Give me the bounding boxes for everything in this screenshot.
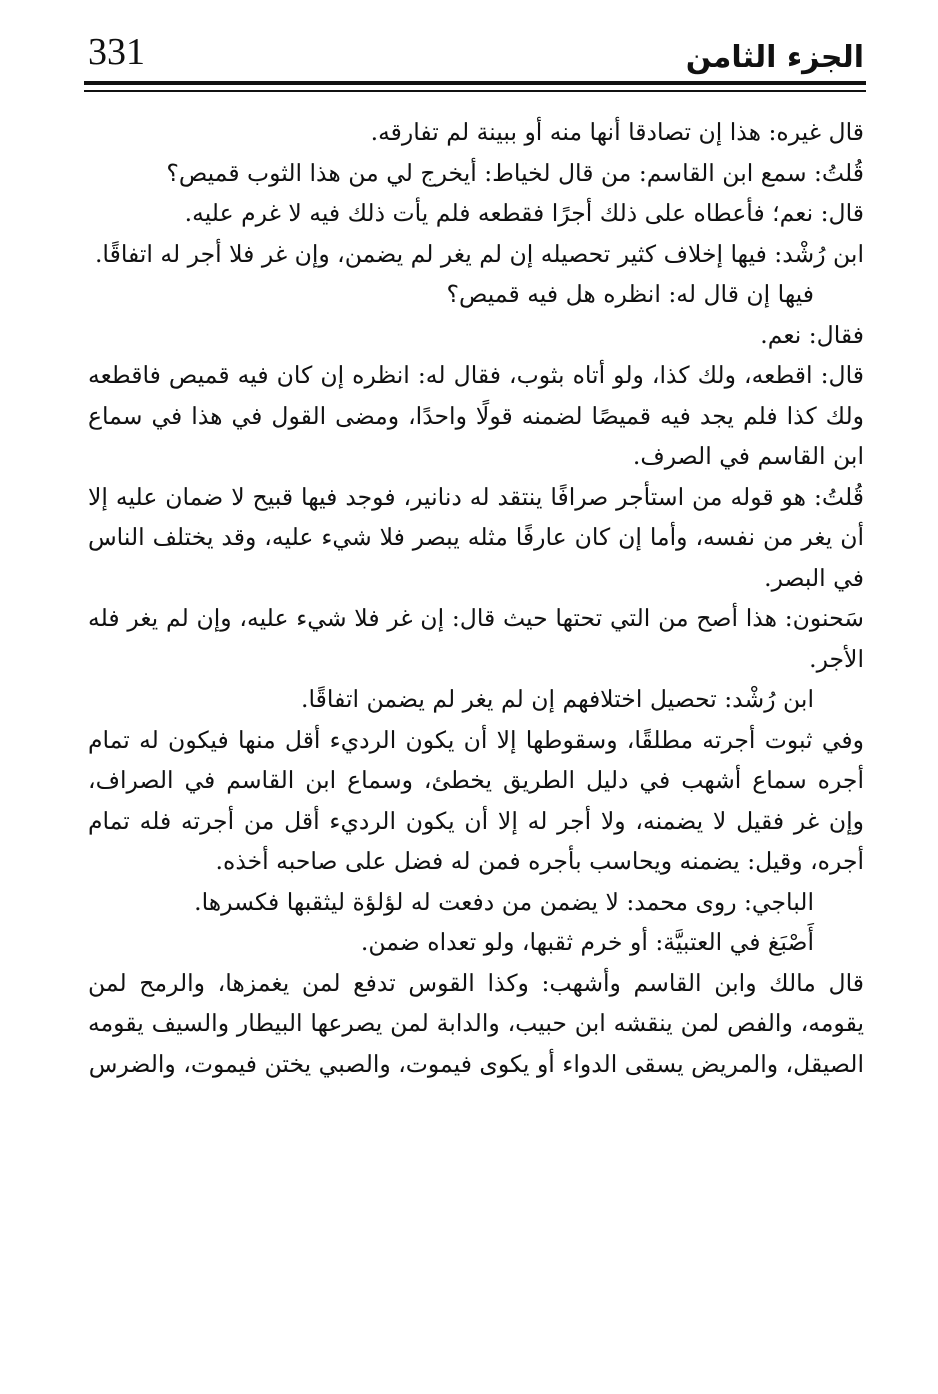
paragraph: الباجي: روى محمد: لا يضمن من دفعت له لؤلؤة ليثقبها فكسرها.: [194, 887, 814, 916]
paragraph: ابن رُشْد: فيها إخلاف كثير تحصيله إن لم يغر لم يضمن، وإن غر فلا أجر له اتفاقًا.: [94, 239, 864, 268]
header-rule-thick: [84, 81, 866, 85]
paragraph: قال: نعم؛ فأعطاه على ذلك أجرًا فقطعه فلم يأت ذلك فيه لا غرم عليه.: [184, 199, 864, 227]
paragraph: وفي ثبوت أجرته مطلقًا، وسقوطها إلا أن يكون الرديء أقل منها فيكون له تمام أجره سماع أشهب في دليل الطريق يخطئ، وسماع ابن القاسم في الصراف، وإن غر فقيل لا يضمنه، ولا أجر له إلا أن يكون الرديء أقل من أجرته فله تمام أجره، وقيل: يضمنه ويحاسب بأجره فمن له فضل على صاحبه أخذه.: [88, 725, 864, 875]
page-number: 331: [88, 31, 145, 73]
paragraph: فقال: نعم.: [760, 320, 864, 349]
paragraph: قُلتُ: سمع ابن القاسم: من قال لخياط: أيخرج لي من هذا الثوب قميص؟: [166, 158, 864, 187]
paragraph: قال: اقطعه، ولك كذا، ولو أتاه بثوب، فقال له: انظره إن كان فيه قميص فاقطعه ولك كذا فلم يجد فيه قميصًا لضمنه قولًا واحدًا، ومضى القول في هذا في سماع ابن القاسم في الصرف.: [88, 361, 864, 470]
paragraph: سَحنون: هذا أصح من التي تحتها حيث قال: إن غر فلا شيء عليه، وإن لم يغر فله الأجر.: [88, 604, 864, 673]
paragraph: ابن رُشْد: تحصيل اختلافهم إن لم يغر لم يضمن اتفاقًا.: [301, 685, 814, 713]
paragraph: قال غيره: هذا إن تصادقا أنها منه أو ببينة لم تفارقه.: [370, 118, 864, 146]
paragraph: قال مالك وابن القاسم وأشهب: وكذا القوس تدفع لمن يغمزها، والرمح لمن يقومه، والفص لمن ينقشه ابن حبيب، والدابة لمن يصرعها البيطار والسيف يقومه الصيقل، والمريض يسقى الدواء أو يكوى فيموت، والصبي يختن فيموت، والضرس: [88, 968, 864, 1078]
body-text: [88, 112, 864, 1084]
paragraph: فيها إن قال له: انظره هل فيه قميص؟: [446, 280, 814, 308]
paragraph: أَصْبَغ في العتبيَّة: أو خرم ثقبها، ولو تعداه ضمن.: [360, 928, 814, 956]
header-rule-thin: [84, 90, 866, 92]
page-header: [84, 28, 866, 80]
running-title: الجزء الثامن: [685, 40, 864, 75]
paragraph: قُلتُ: هو قوله من استأجر صرافًا ينتقد له دنانير، فوجد فيها قبيح لا ضمان عليه إلا أن يغر من نفسه، وأما إن كان عارفًا مثله يبصر فلا شيء عليه، وقد يختلف الناس في البصر.: [88, 482, 864, 592]
